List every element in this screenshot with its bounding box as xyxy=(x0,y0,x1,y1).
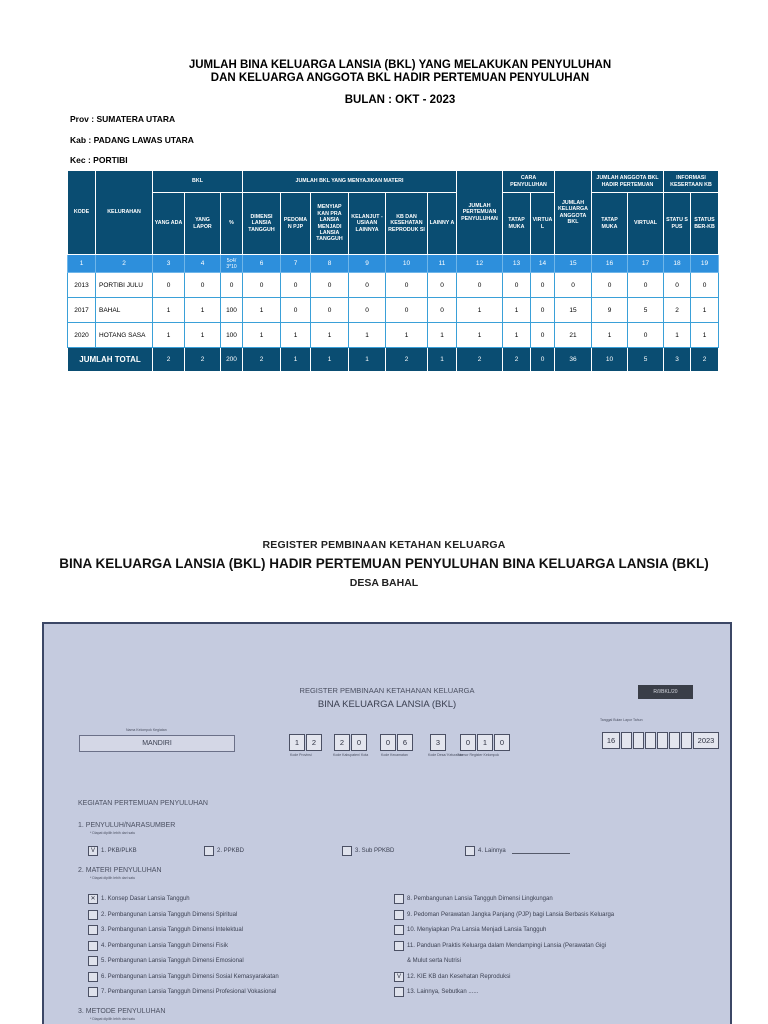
kab-label: Kab : xyxy=(70,135,92,145)
option-label: 13. Lainnya, Sebutkan ...... xyxy=(407,989,479,995)
value-cell: 0 xyxy=(281,298,311,323)
checkbox[interactable] xyxy=(88,956,98,966)
register-subheading: BINA KELUARGA LANSIA (BKL) HADIR PERTEMUAN PENYULUHAN BINA KELUARGA LANSIA (BKL) xyxy=(59,556,709,571)
value-cell: 1 xyxy=(691,298,719,323)
total-cell: 10 xyxy=(592,348,628,372)
kode-cell: 2020 xyxy=(68,323,96,348)
checkbox[interactable] xyxy=(342,846,352,856)
form-code-badge: R/I/BKL/20 xyxy=(638,685,693,699)
value-cell: 0 xyxy=(428,298,457,323)
prov-code-label: Kode Provinsi xyxy=(290,753,312,757)
total-cell: 0 xyxy=(531,348,555,372)
materi-left-item[interactable] xyxy=(88,910,237,920)
day-box: 16 xyxy=(602,732,620,749)
option-label: 10. Menyiapkan Pra Lansia Menjadi Lansia Tangguh xyxy=(407,927,547,933)
value-cell: 0 xyxy=(428,273,457,298)
kelurahan-cell: BAHAL xyxy=(96,298,153,323)
value-cell: 1 xyxy=(691,323,719,348)
total-row xyxy=(68,348,719,372)
kec-label: Kec : xyxy=(70,155,91,165)
col-num: 6 xyxy=(243,255,281,273)
prov-line xyxy=(70,114,175,124)
kelurahan-cell: HOTANG SASA xyxy=(96,323,153,348)
value-cell: 0 xyxy=(386,273,428,298)
value-cell: 9 xyxy=(592,298,628,323)
value-cell: 1 xyxy=(592,323,628,348)
total-cell: 1 xyxy=(349,348,386,372)
option-label: 4. Pembangunan Lansia Tangguh Dimensi Fisik xyxy=(101,942,228,949)
register-village: DESA BAHAL xyxy=(349,577,419,589)
materi-right-item[interactable] xyxy=(394,894,553,904)
col-num: 16 xyxy=(592,255,628,273)
value-cell: 21 xyxy=(555,323,592,348)
value-cell: 1 xyxy=(457,323,503,348)
checkbox[interactable] xyxy=(394,925,404,935)
value-cell: 0 xyxy=(153,273,185,298)
col-num: 18 xyxy=(664,255,691,273)
date-boxes xyxy=(602,732,720,749)
header-materi: JUMLAH BKL YANG MENYAJIKAN MATERI xyxy=(243,171,457,193)
form-photo xyxy=(42,622,732,1024)
value-cell: 0 xyxy=(311,298,349,323)
col-num: 17 xyxy=(628,255,664,273)
register-heading: REGISTER PEMBINAAN KETAHAN KELUARGA xyxy=(262,539,506,551)
header-yang-lapor: YANG LAPOR xyxy=(185,193,221,255)
value-cell: 2 xyxy=(664,298,691,323)
header-anggota-hadir: JUMLAH ANGGOTA BKL HADIR PERTEMUAN xyxy=(592,171,664,193)
col-num: 2 xyxy=(96,255,153,273)
header-dimensi: DIMENSI LANSIA TANGGUH xyxy=(243,193,281,255)
value-cell: 1 xyxy=(457,298,503,323)
total-cell: 2 xyxy=(243,348,281,372)
col-num: 5c4/ 3*10 xyxy=(221,255,243,273)
code-digit: 2 xyxy=(334,734,350,751)
header-virtual-2: VIRTUAL xyxy=(628,193,664,255)
nama-kelompok-value: MANDIRI xyxy=(79,735,235,752)
materi-right-item[interactable] xyxy=(394,956,461,966)
header-tatap-muka-2: TATAP MUKA xyxy=(592,193,628,255)
table-row xyxy=(68,323,719,348)
col-num: 7 xyxy=(281,255,311,273)
col-num: 19 xyxy=(691,255,719,273)
header-pedoman: PEDOMA N PJP xyxy=(281,193,311,255)
header-kb: KB DAN KESEHATAN REPRODUK SI xyxy=(386,193,428,255)
form-title-2: BINA KELUARGA LANSIA (BKL) xyxy=(317,699,457,710)
prov-value: SUMATERA UTARA xyxy=(96,114,176,124)
kec-code-label: Kode Kecamatan xyxy=(381,753,408,757)
kab-line xyxy=(70,135,194,145)
code-digit: 0 xyxy=(460,734,476,751)
col-num: 4 xyxy=(185,255,221,273)
col-num: 1 xyxy=(68,255,96,273)
header-tatap-muka-1: TATAP MUKA xyxy=(503,193,531,255)
kegiatan-heading: KEGIATAN PERTEMUAN PENYULUHAN xyxy=(78,800,208,807)
header-kelanjut: KELANJUT -USIAAN LAINNYA xyxy=(349,193,386,255)
total-cell: 2 xyxy=(185,348,221,372)
nama-kelompok-label: Nama Kelompok Kegiatan xyxy=(126,728,167,732)
total-cell: 2 xyxy=(503,348,531,372)
total-cell: 5 xyxy=(628,348,664,372)
value-cell: 0 xyxy=(503,273,531,298)
header-lainnya: LAINNY A xyxy=(428,193,457,255)
option-label: 12. KIE KB dan Kesehatan Reproduksi xyxy=(407,973,511,980)
value-cell: 1 xyxy=(503,298,531,323)
col-num: 12 xyxy=(457,255,503,273)
col-num: 8 xyxy=(311,255,349,273)
date-labels: Tanggal Bulan Lapor Tahun xyxy=(600,718,643,722)
checkbox[interactable] xyxy=(88,925,98,935)
col-num: 3 xyxy=(153,255,185,273)
col-num: 14 xyxy=(531,255,555,273)
header-pct: % xyxy=(221,193,243,255)
col-num: 10 xyxy=(386,255,428,273)
col-num: 11 xyxy=(428,255,457,273)
value-cell: 15 xyxy=(555,298,592,323)
metode-note: * Diapat dipilih lebih dari satu xyxy=(90,1017,136,1021)
value-cell: 0 xyxy=(555,273,592,298)
kab-code-label: Kode Kabupaten/ Kota xyxy=(333,753,369,757)
header-kelurahan: KELURAHAN xyxy=(96,171,153,255)
desa-code-label: Kode Desa/ Kelurahan xyxy=(428,753,464,757)
report-title-line1: JUMLAH BINA KELUARGA LANSIA (BKL) YANG MELAKUKAN PENYULUHAN xyxy=(188,59,612,71)
header-status-berkb: STATUS BER-KB xyxy=(691,193,719,255)
kel-code-label: Nomor Register Kelompok xyxy=(458,753,500,757)
value-cell: 0 xyxy=(185,273,221,298)
value-cell: 1 xyxy=(185,298,221,323)
code-digit: 1 xyxy=(477,734,493,751)
value-cell: 0 xyxy=(628,273,664,298)
value-cell: 1 xyxy=(153,323,185,348)
col-num: 13 xyxy=(503,255,531,273)
kode-cell: 2017 xyxy=(68,298,96,323)
value-cell: 1 xyxy=(243,323,281,348)
col-num: 9 xyxy=(349,255,386,273)
option-label: 1. PKB/PLKB xyxy=(101,848,137,854)
header-jumlah-pertemuan: JUMLAH PERTEMUAN PENYULUHAN xyxy=(457,171,503,255)
total-cell: 1 xyxy=(311,348,349,372)
kab-value: PADANG LAWAS UTARA xyxy=(93,135,194,145)
checkbox[interactable] xyxy=(394,941,404,951)
option-label: & Mulut serta Nutrisi xyxy=(407,958,462,964)
table-row xyxy=(68,298,719,323)
checkbox[interactable] xyxy=(88,910,98,920)
option-label: 7. Pembangunan Lansia Tangguh Dimensi Profesional Vokasional xyxy=(101,989,277,995)
value-cell: 1 xyxy=(153,298,185,323)
desa-code-boxes xyxy=(430,734,447,751)
column-number-row xyxy=(68,255,719,273)
materi-right-item[interactable] xyxy=(394,925,546,935)
value-cell: 100 xyxy=(221,298,243,323)
checkbox[interactable] xyxy=(88,987,98,997)
total-cell: 2 xyxy=(153,348,185,372)
total-label: JUMLAH TOTAL xyxy=(68,348,153,372)
value-cell: 5 xyxy=(628,298,664,323)
kel-code-boxes xyxy=(460,734,511,751)
bkl-report-table xyxy=(67,170,719,372)
total-cell: 2 xyxy=(457,348,503,372)
materi-note: * Diapat dipilih lebih dari satu xyxy=(90,876,136,880)
materi-left-item[interactable] xyxy=(88,941,228,951)
report-title-line2: DAN KELUARGA ANGGOTA BKL HADIR PERTEMUAN PENYULUHAN xyxy=(210,72,590,84)
option-label: 2. Pembangunan Lansia Tangguh Dimensi Spiritual xyxy=(101,911,238,918)
value-cell: 0 xyxy=(628,323,664,348)
materi-left-item[interactable] xyxy=(88,972,279,982)
option-ppkbd[interactable] xyxy=(204,846,244,856)
value-cell: 0 xyxy=(281,273,311,298)
value-cell: 1 xyxy=(349,323,386,348)
option-pkb[interactable] xyxy=(88,846,137,856)
header-jumlah-keluarga: JUMLAH KELUARGA ANGGOTA BKL xyxy=(555,171,592,255)
kec-code-boxes xyxy=(380,734,414,751)
value-cell: 0 xyxy=(531,323,555,348)
total-cell: 1 xyxy=(281,348,311,372)
option-label: 4. Lainnya xyxy=(478,848,506,854)
checkbox[interactable] xyxy=(394,987,404,997)
value-cell: 0 xyxy=(531,273,555,298)
materi-right-item[interactable] xyxy=(394,941,606,951)
materi-left-item[interactable] xyxy=(88,956,244,966)
checkbox[interactable] xyxy=(394,894,404,904)
option-sub-ppkbd[interactable] xyxy=(342,846,394,856)
value-cell: 0 xyxy=(221,273,243,298)
materi-heading: 2. MATERI PENYULUHAN xyxy=(78,867,162,874)
option-lainnya[interactable] xyxy=(465,846,570,856)
value-cell: 100 xyxy=(221,323,243,348)
value-cell: 0 xyxy=(386,298,428,323)
kode-cell: 2013 xyxy=(68,273,96,298)
option-label: 9. Pedoman Perawatan Jangka Panjang (PJP) bagi Lansia Berbasis Keluarga xyxy=(407,911,615,918)
value-cell: 0 xyxy=(349,273,386,298)
option-label: 2. PPKBD xyxy=(217,848,245,854)
kelurahan-cell: PORTIBI JULU xyxy=(96,273,153,298)
value-cell: 0 xyxy=(691,273,719,298)
option-label: 3. Sub PPKBD xyxy=(355,848,395,854)
penyuluh-note: * Diapat dipilih lebih dari satu xyxy=(90,831,136,835)
code-digit: 6 xyxy=(397,734,413,751)
option-label: 11. Panduan Praktis Keluarga dalam Mendampingi Lansia (Perawatan Gigi xyxy=(407,942,607,949)
value-cell: 1 xyxy=(243,298,281,323)
value-cell: 1 xyxy=(386,323,428,348)
code-digit: 2 xyxy=(306,734,322,751)
penyuluh-heading: 1. PENYULUH/NARASUMBER xyxy=(78,822,176,829)
header-virtual-1: VIRTUA L xyxy=(531,193,555,255)
value-cell: 1 xyxy=(281,323,311,348)
header-kode: KODE xyxy=(68,171,96,255)
report-period: BULAN : OKT - 2023 xyxy=(344,94,456,106)
code-digit: 0 xyxy=(494,734,510,751)
header-status-pus: STATU S PUS xyxy=(664,193,691,255)
header-menyiapkan: MENYIAP KAN PRA LANSIA MENJADI LANSIA TANGGUH xyxy=(311,193,349,255)
materi-left-item[interactable] xyxy=(88,925,243,935)
year-box: 2023 xyxy=(693,732,719,749)
value-cell: 0 xyxy=(457,273,503,298)
materi-right-item[interactable] xyxy=(394,972,510,982)
option-label: 8. Pembangunan Lansia Tangguh Dimensi Lingkungan xyxy=(407,896,553,902)
col-num: 15 xyxy=(555,255,592,273)
checkbox[interactable] xyxy=(88,972,98,982)
checkbox[interactable]: V xyxy=(394,972,404,982)
header-bkl: BKL xyxy=(153,171,243,193)
code-digit: 1 xyxy=(289,734,305,751)
code-digit: 0 xyxy=(351,734,367,751)
total-cell: 200 xyxy=(221,348,243,372)
materi-right-item[interactable] xyxy=(394,987,478,997)
value-cell: 1 xyxy=(664,323,691,348)
checkbox[interactable] xyxy=(465,846,475,856)
value-cell: 0 xyxy=(243,273,281,298)
header-yang-ada: YANG ADA xyxy=(153,193,185,255)
materi-left-item[interactable] xyxy=(88,894,190,904)
prov-label: Prov : xyxy=(70,114,95,124)
code-digit: 3 xyxy=(430,734,446,751)
prov-code-boxes xyxy=(289,734,323,751)
value-cell: 0 xyxy=(349,298,386,323)
checkbox[interactable]: V xyxy=(88,846,98,856)
checkbox[interactable] xyxy=(394,910,404,920)
checkbox[interactable] xyxy=(204,846,214,856)
option-label: 3. Pembangunan Lansia Tangguh Dimensi Intelektual xyxy=(101,927,243,933)
code-digit: 0 xyxy=(380,734,396,751)
kec-line xyxy=(70,155,128,165)
kec-value: PORTIBI xyxy=(93,155,128,165)
header-informasi: INFORMASI KESERTAAN KB xyxy=(664,171,719,193)
checkbox[interactable] xyxy=(88,941,98,951)
materi-right-item[interactable] xyxy=(394,910,614,920)
value-cell: 0 xyxy=(311,273,349,298)
value-cell: 0 xyxy=(531,298,555,323)
header-cara: CARA PENYULUHAN xyxy=(503,171,555,193)
kab-code-boxes xyxy=(334,734,368,751)
total-cell: 2 xyxy=(386,348,428,372)
total-cell: 1 xyxy=(428,348,457,372)
materi-left-item[interactable] xyxy=(88,987,276,997)
value-cell: 1 xyxy=(311,323,349,348)
value-cell: 0 xyxy=(664,273,691,298)
value-cell: 1 xyxy=(428,323,457,348)
total-cell: 3 xyxy=(664,348,691,372)
total-cell: 2 xyxy=(691,348,719,372)
form-title-1: REGISTER PEMBINAAN KETAHANAN KELUARGA xyxy=(299,686,475,695)
metode-heading: 3. METODE PENYULUHAN xyxy=(78,1008,166,1015)
option-label: 1. Konsep Dasar Lansia Tangguh xyxy=(101,896,190,902)
checkbox[interactable]: ✕ xyxy=(88,894,98,904)
option-label: 5. Pembangunan Lansia Tangguh Dimensi Emosional xyxy=(101,958,244,964)
value-cell: 0 xyxy=(592,273,628,298)
value-cell: 1 xyxy=(503,323,531,348)
option-label: 6. Pembangunan Lansia Tangguh Dimensi Sosial Kemasyarakatan xyxy=(101,973,279,980)
value-cell: 1 xyxy=(185,323,221,348)
table-row xyxy=(68,273,719,298)
total-cell: 36 xyxy=(555,348,592,372)
